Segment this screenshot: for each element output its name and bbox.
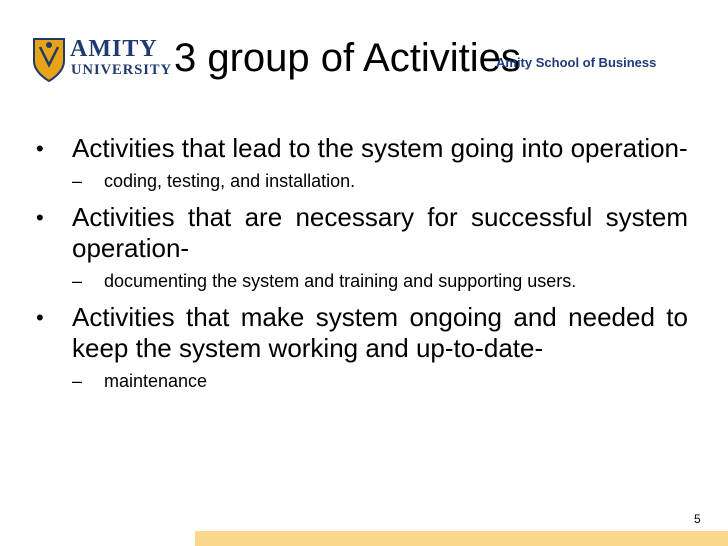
slide-title: 3 group of Activities bbox=[174, 36, 521, 80]
sub-bullet-item bbox=[72, 170, 688, 192]
bullet-text: Activities that make system ongoing and needed to keep the system working and up-to-date- bbox=[72, 302, 688, 363]
bullet-list bbox=[36, 133, 688, 392]
amity-crest-icon bbox=[30, 35, 68, 83]
bullet-item bbox=[36, 133, 688, 164]
bullet-item bbox=[36, 302, 688, 364]
dash-marker: – bbox=[72, 371, 83, 391]
amity-university-logo bbox=[30, 35, 173, 83]
sub-bullet-text: documenting the system and training and supporting users. bbox=[104, 271, 577, 291]
sub-bullet-item bbox=[72, 370, 688, 392]
bullet-text: Activities that lead to the system going into operation- bbox=[72, 133, 688, 163]
sub-bullet-item bbox=[72, 270, 688, 292]
logo-wordmark-line2: UNIVERSITY bbox=[71, 62, 173, 78]
school-name: Amity School of Business bbox=[496, 55, 657, 70]
footer-bar bbox=[195, 531, 728, 546]
bullet-item bbox=[36, 202, 688, 264]
bullet-marker: • bbox=[36, 136, 44, 161]
bullet-marker: • bbox=[36, 205, 44, 230]
logo-wordmark-line1: AMITY bbox=[70, 36, 158, 62]
bullet-marker: • bbox=[36, 305, 44, 330]
dash-marker: – bbox=[72, 171, 83, 191]
dash-marker: – bbox=[72, 271, 83, 291]
page-number: 5 bbox=[694, 512, 701, 526]
sub-bullet-text: coding, testing, and installation. bbox=[104, 171, 356, 191]
bullet-text: Activities that are necessary for successful system operation- bbox=[72, 202, 688, 263]
sub-bullet-text: maintenance bbox=[104, 371, 208, 391]
